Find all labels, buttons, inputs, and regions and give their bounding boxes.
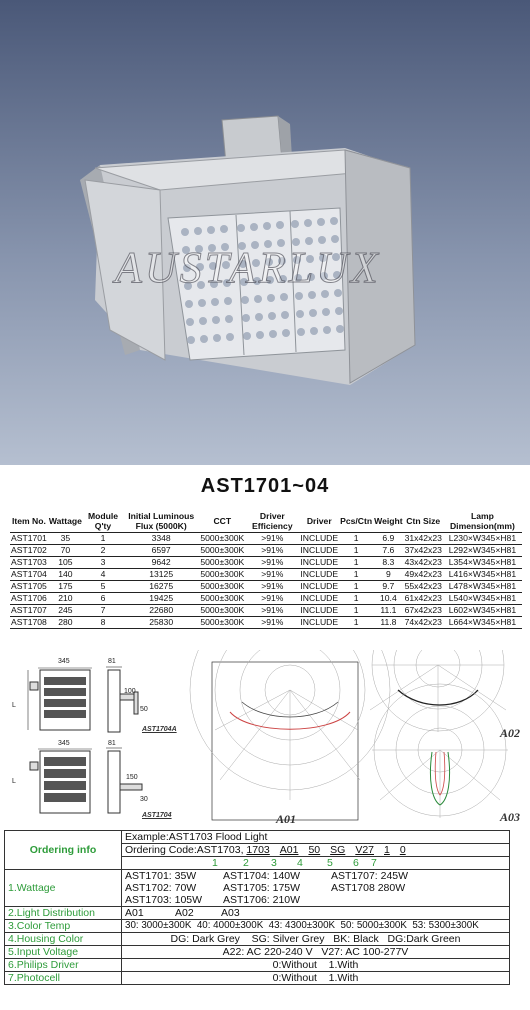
code-number: 2 <box>243 857 249 869</box>
dim-bracket-bottom: 150 <box>126 774 138 781</box>
code-segment: A01 <box>279 844 299 856</box>
table-cell: >91% <box>245 533 299 545</box>
table-cell: 9 <box>373 569 403 581</box>
table-cell: AST1706 <box>11 593 47 603</box>
table-row <box>10 533 522 545</box>
col-header: Wattage <box>48 516 82 526</box>
table-cell: INCLUDE <box>300 569 339 579</box>
table-cell: 280 <box>48 617 83 629</box>
wattage-option: AST1707: 245W <box>331 870 409 882</box>
input-voltage-options: A22: AC 220-240 V V27: AC 100-277V <box>122 946 510 959</box>
table-cell: AST1705 <box>11 581 47 591</box>
table-cell: 16275 <box>123 581 199 593</box>
col-header: Item No. <box>11 516 46 526</box>
philips-driver-label: 6.Philips Driver <box>5 959 122 972</box>
light-option: A03 <box>221 907 240 919</box>
table-cell: L230×W345×H81 <box>443 533 522 545</box>
table-cell: 11.8 <box>373 617 403 629</box>
wattage-options <box>122 870 510 907</box>
table-row <box>10 605 522 617</box>
col-header: Driver <box>306 516 332 526</box>
table-cell: 70 <box>48 545 83 557</box>
table-cell: 5000±300K <box>200 617 245 627</box>
dim-bracket-h-bottom: 30 <box>140 796 148 803</box>
table-cell: 1 <box>339 581 373 593</box>
table-cell: 4 <box>83 569 123 581</box>
table-cell: 22680 <box>123 605 199 617</box>
code-number: 6 <box>353 857 359 869</box>
code-segment: 50 <box>308 844 321 856</box>
table-cell: AST1708 <box>11 617 47 627</box>
table-cell: 74x42x23 <box>404 617 442 627</box>
table-cell: 19425 <box>123 593 199 605</box>
spec-table <box>10 510 522 629</box>
light-option: A02 <box>175 907 194 919</box>
col-header: Ctn Size <box>406 516 441 526</box>
table-cell: AST1701 <box>11 533 47 543</box>
table-cell: >91% <box>245 545 299 557</box>
table-cell: 105 <box>48 557 83 569</box>
table-cell: 6.9 <box>373 533 403 545</box>
light-distribution-options <box>122 907 510 920</box>
table-cell: 5000±300K <box>200 581 245 591</box>
table-cell: >91% <box>245 569 299 581</box>
table-cell: 7.6 <box>373 545 403 557</box>
table-cell: 11.1 <box>373 605 403 617</box>
table-cell: 140 <box>48 569 83 581</box>
table-cell: 49x42x23 <box>404 569 442 579</box>
table-cell: 37x42x23 <box>404 545 442 555</box>
table-cell: INCLUDE <box>300 545 339 555</box>
table-cell: 1 <box>339 557 373 569</box>
table-cell: 5000±300K <box>200 593 245 603</box>
philips-driver-options: 0:Without 1.With <box>122 959 510 972</box>
table-cell: 8.3 <box>373 557 403 569</box>
table-cell: 175 <box>48 581 83 593</box>
table-cell: L292×W345×H81 <box>443 545 522 557</box>
col-header: Initial Luminous Flux (5000K) <box>128 511 195 531</box>
model-title: AST1701~04 <box>200 475 330 497</box>
plot-label-a02: A02 <box>500 726 521 740</box>
table-cell: 10.4 <box>373 593 403 605</box>
dim-width-top: 345 <box>58 658 70 665</box>
wattage-option: AST1704: 140W <box>223 870 301 882</box>
light-distribution-label: 2.Light Distribution <box>5 907 122 920</box>
table-row <box>10 581 522 593</box>
dim-depth-top: 81 <box>108 658 116 665</box>
flood-light-render <box>0 0 530 465</box>
table-cell: 6 <box>83 593 123 605</box>
table-cell: 1 <box>339 593 373 605</box>
table-cell: INCLUDE <box>300 593 339 603</box>
table-cell: 25830 <box>123 617 199 629</box>
table-cell: 210 <box>48 593 83 605</box>
table-cell: INCLUDE <box>300 617 339 627</box>
table-cell: INCLUDE <box>300 605 339 615</box>
table-cell: >91% <box>245 557 299 569</box>
code-number: 4 <box>297 857 303 869</box>
table-cell: 8 <box>83 617 123 629</box>
technical-drawings <box>0 650 530 828</box>
code-number: 3 <box>271 857 277 869</box>
table-row <box>10 545 522 557</box>
table-cell: 5000±300K <box>200 605 245 615</box>
table-cell: 13125 <box>123 569 199 581</box>
table-cell: 3348 <box>123 533 199 545</box>
code-segment: 0 <box>399 844 406 856</box>
table-cell: AST1702 <box>11 545 47 555</box>
code-number: 7 <box>371 857 377 869</box>
code-number: 5 <box>327 857 333 869</box>
photocell-options: 0:Without 1.With <box>122 972 510 985</box>
table-cell: AST1704 <box>11 569 47 579</box>
table-cell: 55x42x23 <box>404 581 442 591</box>
ref-bottom: AST1704 <box>142 812 172 819</box>
table-cell: 61x42x23 <box>404 593 442 603</box>
wattage-label: 1.Wattage <box>5 870 122 907</box>
plot-label-a01: A01 <box>276 812 297 826</box>
table-cell: 1 <box>339 533 373 545</box>
color-temp-options: 30: 3000±300K 40: 4000±300K 43: 4300±300K 50: 5000±300K 53: 5300±300K <box>122 920 510 933</box>
table-row <box>10 617 522 629</box>
dim-length-top: L <box>12 702 16 709</box>
code-numbers <box>122 857 510 870</box>
photocell-label: 7.Photocell <box>5 972 122 985</box>
col-header: Module Q'ty <box>87 511 119 531</box>
ordering-example: Example:AST1703 Flood Light <box>122 831 510 844</box>
wattage-option: AST1703: 105W <box>125 894 203 906</box>
color-temp-label: 3.Color Temp <box>5 920 122 933</box>
table-cell: 3 <box>83 557 123 569</box>
ref-top: AST1704A <box>142 726 177 733</box>
table-cell: >91% <box>245 605 299 617</box>
dim-bracket-h-top: 50 <box>140 706 148 713</box>
code-number: 1 <box>212 857 218 869</box>
table-cell: 1 <box>339 545 373 557</box>
table-cell: 2 <box>83 545 123 557</box>
code-segment: V27 <box>355 844 374 856</box>
wattage-option: AST1702: 70W <box>125 882 197 894</box>
housing-color-options: DG: Dark Grey SG: Silver Grey BK: Black DG:Dark Green <box>122 933 510 946</box>
table-cell: INCLUDE <box>300 581 339 591</box>
plot-label-a03: A03 <box>500 810 521 824</box>
model-header <box>0 465 530 505</box>
col-header: Weight <box>374 516 403 526</box>
spec-header-row <box>10 510 522 533</box>
table-cell: 31x42x23 <box>404 533 442 543</box>
dim-length-bottom: L <box>12 778 16 785</box>
table-cell: 245 <box>48 605 83 617</box>
ordering-label: Ordering info <box>5 831 122 870</box>
table-cell: AST1707 <box>11 605 47 615</box>
table-cell: 67x42x23 <box>404 605 442 615</box>
wattage-option: AST1705: 175W <box>223 882 301 894</box>
ordering-table <box>4 830 510 985</box>
table-row <box>10 569 522 581</box>
dim-depth-bottom: 81 <box>108 740 116 747</box>
table-cell: 35 <box>48 533 83 545</box>
wattage-option: AST1706: 210W <box>223 894 301 906</box>
table-cell: 5000±300K <box>200 533 245 543</box>
product-photo <box>0 0 530 465</box>
table-cell: >91% <box>245 617 299 629</box>
input-voltage-label: 5.Input Voltage <box>5 946 122 959</box>
ordering-code-prefix: Ordering Code:AST1703, <box>125 844 244 856</box>
table-cell: 5000±300K <box>200 557 245 567</box>
table-cell: INCLUDE <box>300 533 339 543</box>
dimension-drawings <box>0 650 530 828</box>
table-cell: L354×W345×H81 <box>443 557 522 569</box>
table-cell: 1 <box>339 617 373 629</box>
table-cell: L478×W345×H81 <box>443 581 522 593</box>
code-segment: 1 <box>384 844 390 856</box>
table-cell: 43x42x23 <box>404 557 442 567</box>
table-cell: L416×W345×H81 <box>443 569 522 581</box>
table-cell: L540×W345×H81 <box>443 593 522 605</box>
table-cell: 1 <box>83 533 123 545</box>
col-header: Pcs/Ctn <box>340 516 373 526</box>
col-header: Driver Efficiency <box>252 511 293 531</box>
table-cell: 5000±300K <box>200 545 245 555</box>
ordering-row <box>5 831 510 844</box>
table-cell: AST1703 <box>11 557 47 567</box>
table-cell: 7 <box>83 605 123 617</box>
dim-bracket-top: 100 <box>124 688 136 695</box>
light-option: A01 <box>125 907 144 919</box>
housing-color-label: 4.Housing Color <box>5 933 122 946</box>
ordering-code <box>122 844 510 857</box>
table-cell: L602×W345×H81 <box>443 605 522 617</box>
table-cell: 1 <box>339 569 373 581</box>
table-cell: >91% <box>245 593 299 605</box>
table-row <box>10 557 522 569</box>
code-segment: 1703 <box>246 844 270 856</box>
table-cell: 9642 <box>123 557 199 569</box>
table-cell: 6597 <box>123 545 199 557</box>
table-cell: 9.7 <box>373 581 403 593</box>
table-row <box>10 593 522 605</box>
brand-watermark: AUSTARLUX <box>115 243 381 292</box>
table-cell: INCLUDE <box>300 557 339 567</box>
col-header: Lamp Dimension(mm) <box>449 511 515 531</box>
code-segment: SG <box>330 844 346 856</box>
wattage-option <box>331 894 441 906</box>
table-cell: L664×W345×H81 <box>443 617 522 629</box>
col-header: CCT <box>213 516 232 526</box>
table-cell: 1 <box>339 605 373 617</box>
table-cell: >91% <box>245 581 299 593</box>
wattage-option: AST1708 280W <box>331 882 406 894</box>
table-cell: 5000±300K <box>200 569 245 579</box>
dim-width-bottom: 345 <box>58 740 70 747</box>
table-cell: 5 <box>83 581 123 593</box>
wattage-option: AST1701: 35W <box>125 870 197 882</box>
